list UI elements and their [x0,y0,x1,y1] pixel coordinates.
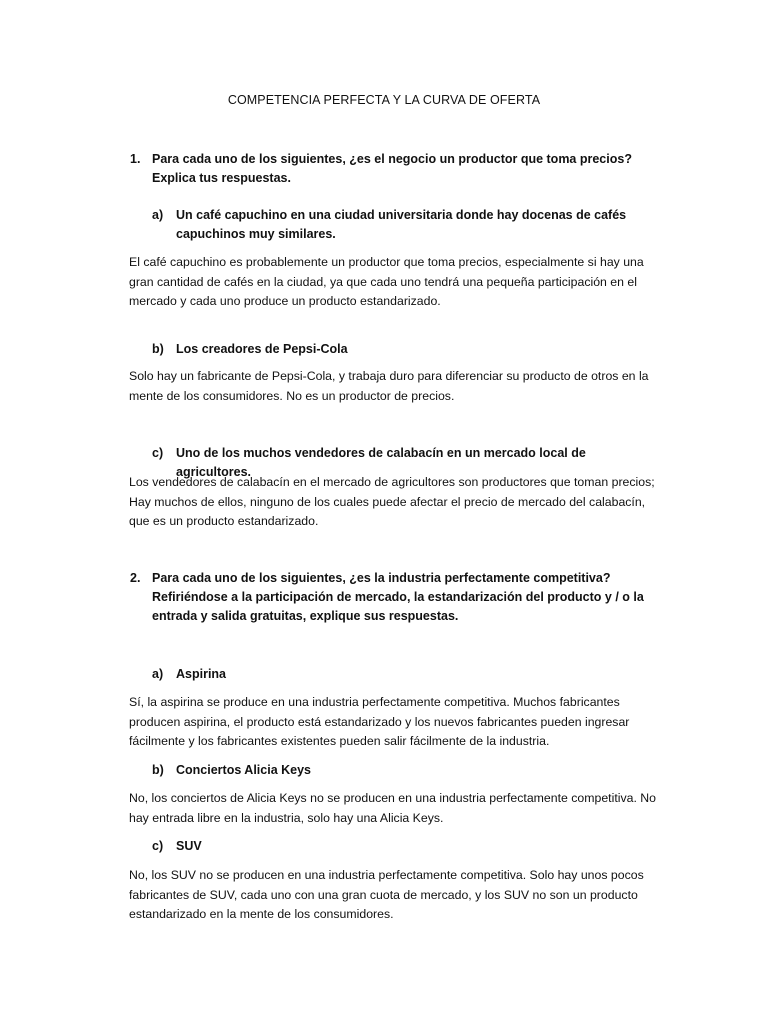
question-2b [152,761,652,780]
subquestion-number: b) [152,342,164,356]
answer-1c: Los vendedores de calabacín en el mercado de agricultores son productores que toman precios; Hay muchos de ellos, ninguno de los cuales puede afectar el precio de mercado del calabacín, que es un producto estandarizado. [129,475,655,529]
question-2a [152,665,652,684]
subquestion-text: Los creadores de Pepsi-Cola [176,342,348,356]
subquestion-text: Un café capuchino en una ciudad universitaria donde hay docenas de cafés capuchinos muy similares. [176,208,627,241]
question-number: 1. [130,152,141,166]
question-text: Para cada uno de los siguientes, ¿es la industria perfectamente competitiva? Refiriéndose a la participación de mercado, la estandarización del producto y / o la entrada y salida gratuitas, explique sus respuestas. [152,571,644,623]
question-1b [152,340,652,359]
question-2c [152,837,652,856]
subquestion-number: c) [152,839,164,853]
subquestion-text: Uno de los muchos vendedores de calabacín en un mercado local de agricultores. [176,446,586,479]
answer-1b: Solo hay un fabricante de Pepsi-Cola, y trabaja duro para diferenciar su producto de otros en la mente de los consumidores. No es un productor de precios. [129,369,649,403]
subquestion-number: c) [152,446,164,460]
subquestion-number: a) [152,208,164,222]
document-title: COMPETENCIA PERFECTA Y LA CURVA DE OFERTA [227,93,541,107]
question-text: Para cada uno de los siguientes, ¿es el negocio un productor que toma precios? Explica tus respuestas. [152,152,632,185]
answer-2b: No, los conciertos de Alicia Keys no se producen en una industria perfectamente competitiva. No hay entrada libre en la industria, solo hay una Alicia Keys. [129,791,657,825]
answer-1a: El café capuchino es probablemente un productor que toma precios, especialmente si hay una gran cantidad de cafés en la ciudad, ya que cada uno tendrá una pequeña participación en el mercado y cada uno produce un producto estandarizado. [129,255,644,309]
question-number: 2. [130,571,141,585]
question-1 [130,150,650,188]
subquestion-number: a) [152,667,164,681]
subquestion-text: SUV [176,839,202,853]
question-2 [130,569,650,626]
subquestion-number: b) [152,763,164,777]
subquestion-text: Conciertos Alicia Keys [176,763,312,777]
answer-2a: Sí, la aspirina se produce en una industria perfectamente competitiva. Muchos fabricantes producen aspirina, el producto está estandarizado y los nuevos fabricantes pueden ingresar fácilmente y los fabricantes existentes pueden salir fácilmente de la industria. [129,695,630,749]
question-1a [152,206,652,244]
subquestion-text: Aspirina [176,667,227,681]
answer-2c: No, los SUV no se producen en una industria perfectamente competitiva. Solo hay unos pocos fabricantes de SUV, cada uno con una gran cuota de mercado, y los SUV no son un producto estandarizado en la mente de los consumidores. [129,868,644,922]
